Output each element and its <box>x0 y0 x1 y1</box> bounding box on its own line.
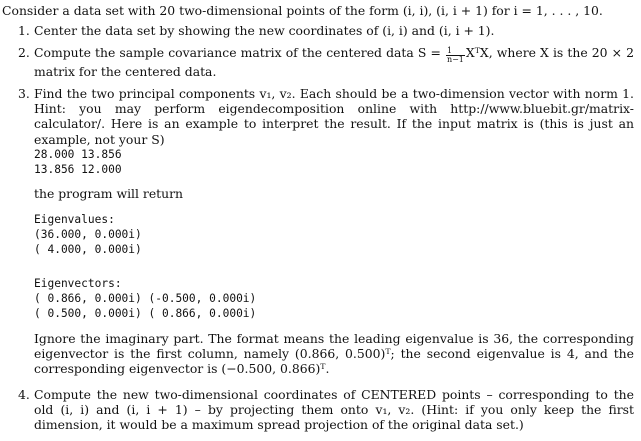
item-2-text-before: Compute the sample covariance matrix of the centered data S = <box>34 45 441 60</box>
eigenvalues-row: ( 4.000, 0.000i) <box>34 243 142 256</box>
item-1-number: 1. <box>18 23 30 38</box>
example-matrix <box>34 147 634 177</box>
item-4-text: Compute the new two-dimensional coordinates of CENTERED points – corresponding to the old (i, i) and (i, i + 1) – by projecting them onto v₁, v₂. (Hint: if you only keep the first dimension, it would be a maximum spread projection of the original data set.) <box>34 387 634 433</box>
eigenvectors-label: Eigenvectors: <box>34 277 122 290</box>
item-2-text <box>34 45 634 79</box>
intro-text: Consider a data set with 20 two-dimensional points of the form (i, i), (i, i + 1) for i = 1, . . . , 10. <box>2 3 603 18</box>
eigenvalues-block <box>34 212 634 257</box>
matrix-row: 13.856 12.000 <box>34 163 122 176</box>
eigenvalues-row: (36.000, 0.000i) <box>34 228 142 241</box>
interpretation-note: Ignore the imaginary part. The format means the leading eigenvalue is 36, the corresponding eigenvector is the first column, namely (0.866, 0.500)ᵀ; the second eigenvalue is 4, and the corresponding eigenvector is (−0.500, 0.866)ᵀ. <box>34 331 634 377</box>
item-2-number: 2. <box>18 45 30 60</box>
fraction <box>446 47 465 64</box>
eigenvectors-row: ( 0.500, 0.000i) ( 0.866, 0.000i) <box>34 307 257 320</box>
eigenvectors-row: ( 0.866, 0.000i) (-0.500, 0.000i) <box>34 292 257 305</box>
fraction-denominator: n−1 <box>446 55 464 64</box>
matrix-row: 28.000 13.856 <box>34 148 122 161</box>
item-1-text: Center the data set by showing the new coordinates of (i, i) and (i, i + 1). <box>34 23 495 38</box>
eigenvectors-block <box>34 276 634 321</box>
program-returns-text: the program will return <box>34 186 184 201</box>
item-3-number: 3. <box>18 86 30 101</box>
fraction-numerator: 1 <box>446 47 465 56</box>
item-2-text-after: XᵀX, where X is the 20 × 2 matrix for the centered data. <box>34 45 635 79</box>
eigenvalues-label: Eigenvalues: <box>34 213 115 226</box>
intro-line <box>2 3 603 18</box>
item-3-text: Find the two principal components v₁, v₂. Each should be a two-dimension vector with norm 1. Hint: you may perform eigendecomposition online with http://www.bluebit.gr/matrix-calculator/. Here is an example to interpret the result. If the input matrix is (this is just an example, not your S) <box>34 86 634 147</box>
item-4-number: 4. <box>18 387 30 402</box>
